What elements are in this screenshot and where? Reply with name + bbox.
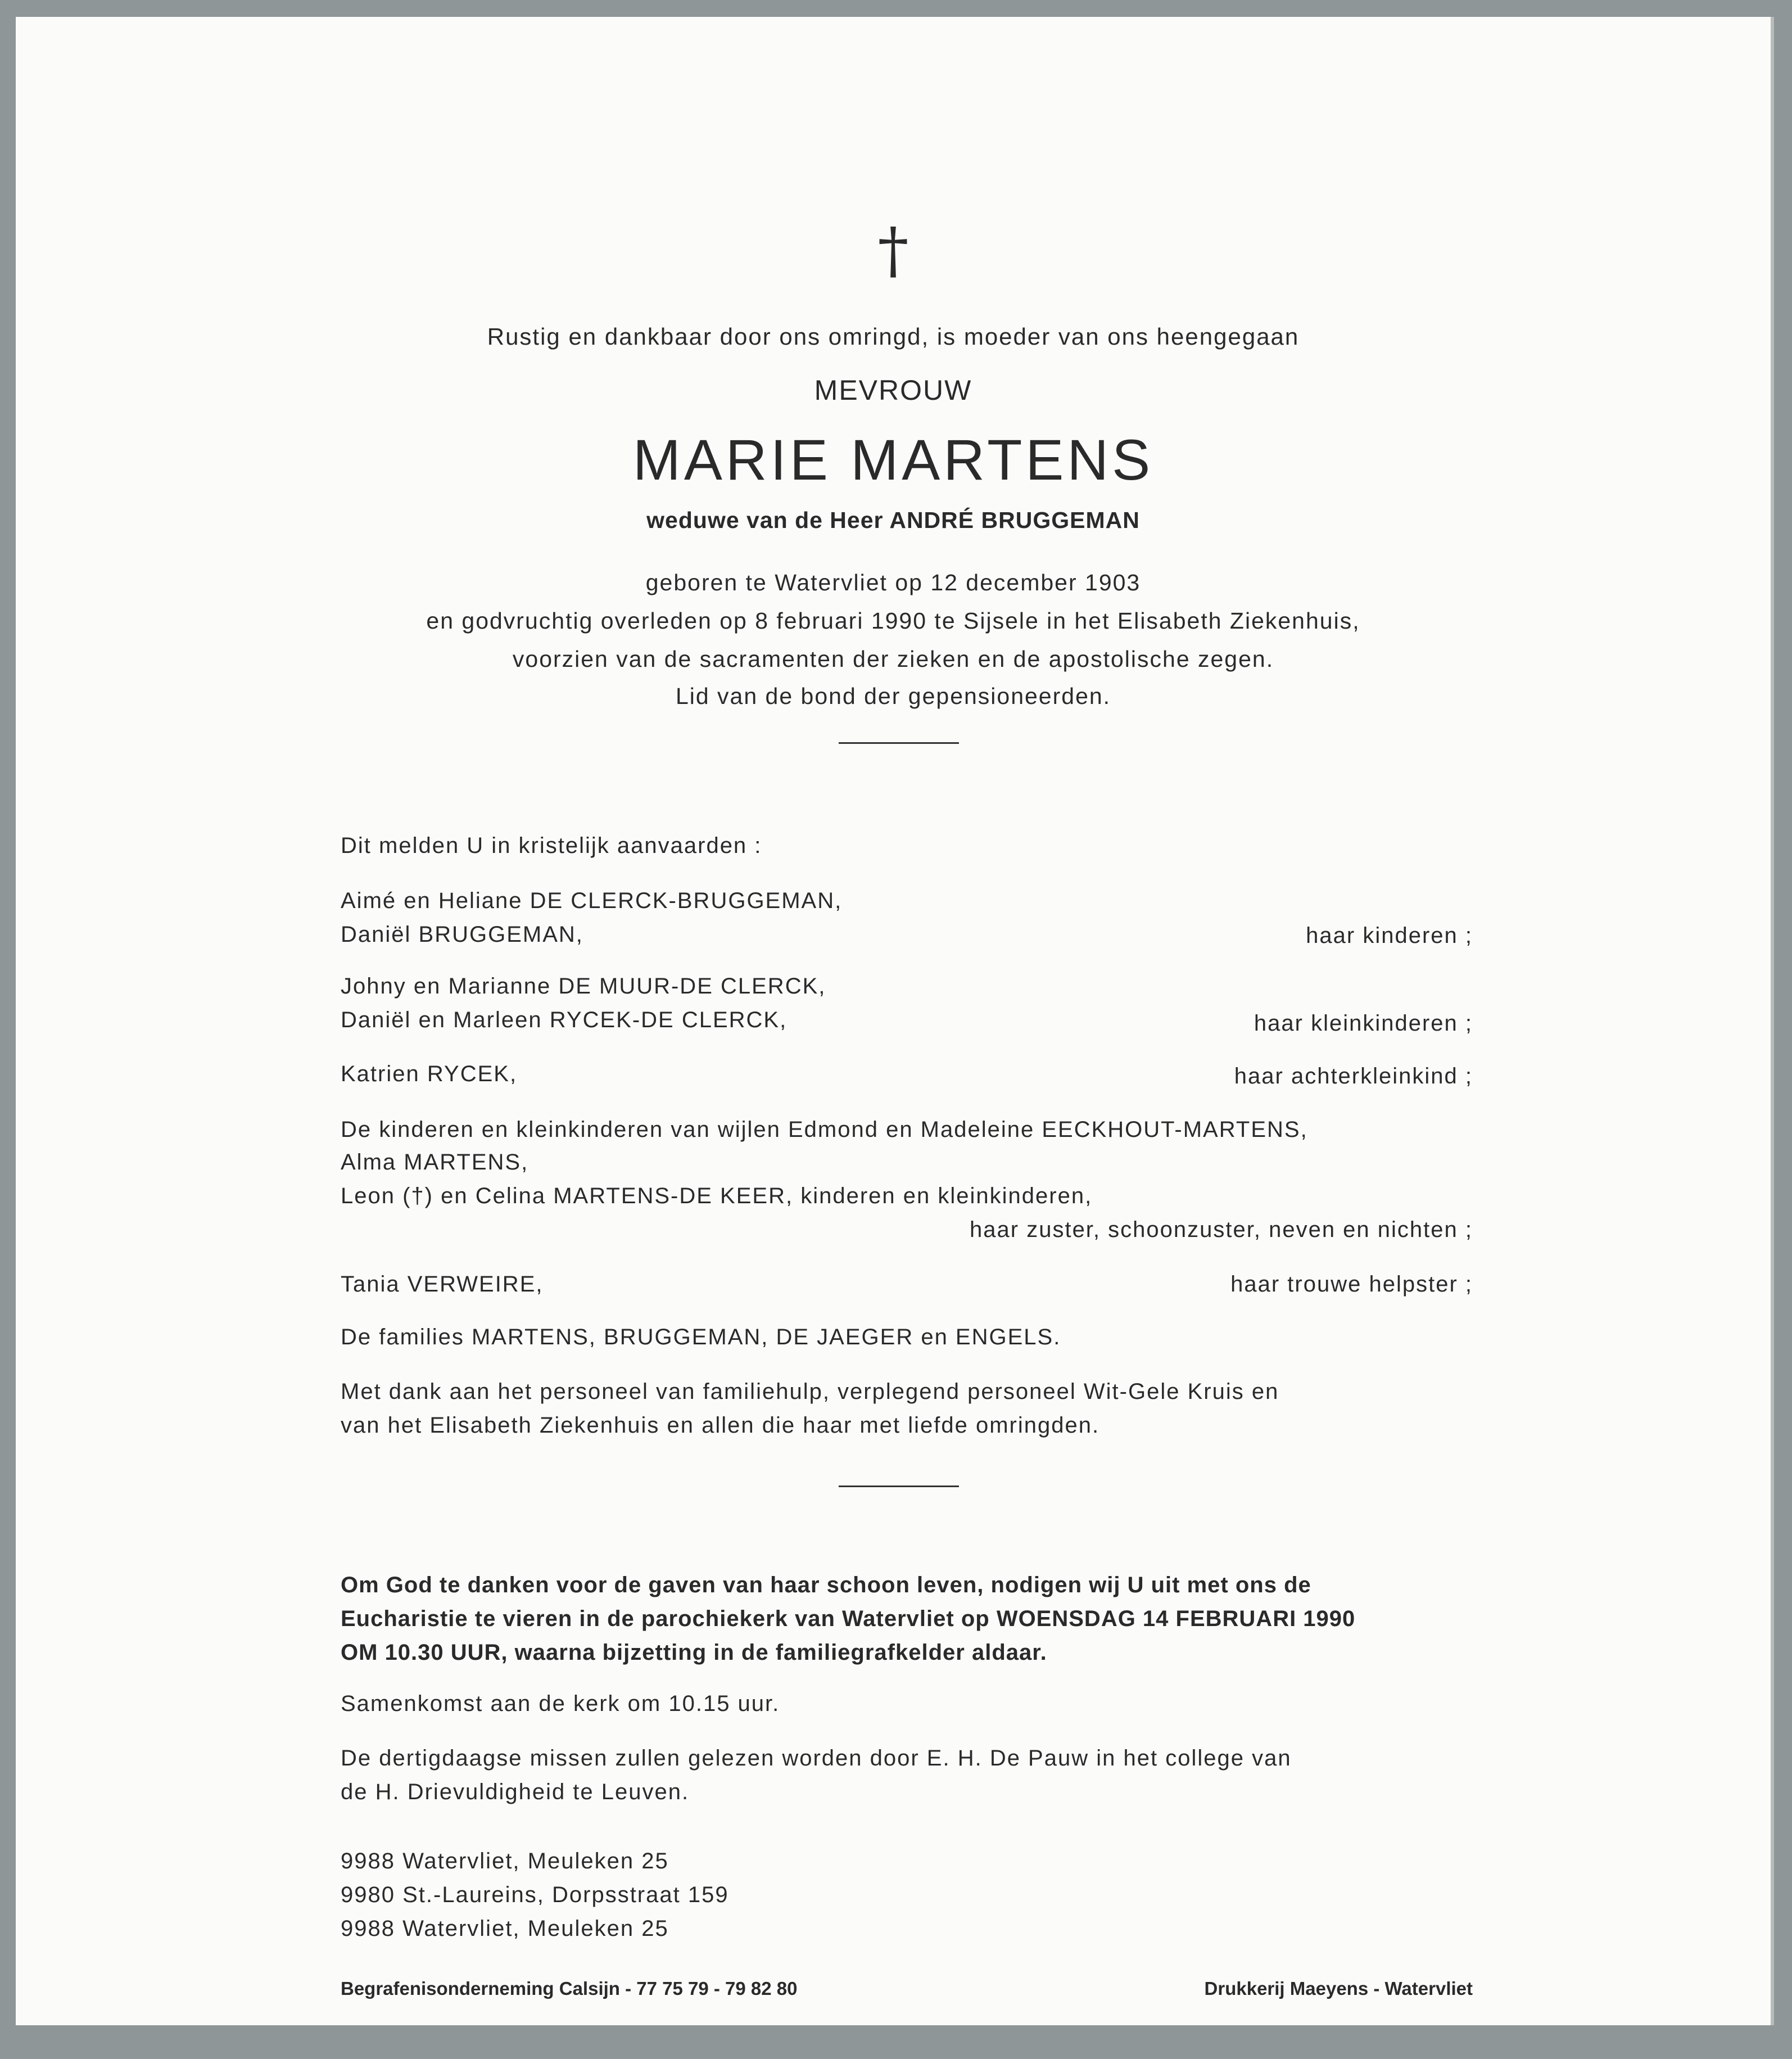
member-line: Lid van de bond der gepensioneerden. (675, 683, 1111, 709)
died-line: en godvruchtig overleden op 8 februari 1990 te Sijsele in het Elisabeth Ziekenhuis, (426, 608, 1360, 634)
divider-2 (839, 1485, 959, 1487)
service-line-1: Om God te danken voor de gaven van haar schoon leven, nodigen wij U uit met ons de (341, 1573, 1311, 1597)
helper-role: haar trouwe helpster ; (1230, 1272, 1473, 1297)
great-grandchild-line: Katrien RYCEK, (341, 1062, 518, 1086)
children-line-2: Daniël BRUGGEMAN, (341, 922, 583, 947)
service-line-3: OM 10.30 UUR, waarna bijzetting in de familiegrafkelder aldaar. (341, 1640, 1047, 1665)
grandchildren-line-1: Johny en Marianne DE MUUR-DE CLERCK, (341, 974, 826, 999)
deceased-name: MARIE MARTENS (632, 428, 1154, 492)
title-text: MEVROUW (814, 374, 972, 406)
memorial-card (16, 17, 1774, 2025)
thanks-line-2: van het Elisabeth Ziekenhuis en allen die haar met liefde omringden. (341, 1413, 1100, 1438)
great-grandchild-role: haar achterkleinkind ; (1234, 1064, 1473, 1089)
address-2: 9980 St.-Laureins, Dorpsstraat 159 (341, 1882, 729, 1907)
children-role: haar kinderen ; (1306, 923, 1473, 948)
divider-1 (839, 742, 959, 744)
service-line-2: Eucharistie te vieren in de parochiekerk van Watervliet op WOENSDAG 14 FEBRUARI 1990 (341, 1606, 1356, 1631)
helper-line: Tania VERWEIRE, (341, 1272, 544, 1297)
widow-of-text: weduwe van de Heer ANDRÉ BRUGGEMAN (646, 507, 1140, 533)
grandchildren-line-2: Daniël en Marleen RYCEK-DE CLERCK, (341, 1008, 788, 1032)
life-details (16, 563, 1771, 678)
sacraments-line: voorzien van de sacramenten der zieken en de apostolische zegen. (512, 646, 1274, 672)
children-line-1: Aimé en Heliane DE CLERCK-BRUGGEMAN, (341, 888, 843, 913)
grandchildren-role: haar kleinkinderen ; (1254, 1011, 1473, 1036)
masses-line-1: De dertigdaagse missen zullen gelezen worden door E. H. De Pauw in het college van (341, 1746, 1292, 1771)
siblings-line-3: Leon (†) en Celina MARTENS-DE KEER, kinderen en kleinkinderen, (341, 1184, 1093, 1208)
siblings-role: haar zuster, schoonzuster, neven en nichten ; (970, 1217, 1473, 1242)
cross-icon: † (877, 214, 909, 286)
address-1: 9988 Watervliet, Meuleken 25 (341, 1849, 669, 1873)
intro-text: Rustig en dankbaar door ons omringd, is moeder van ons heengegaan (487, 323, 1300, 350)
address-3: 9988 Watervliet, Meuleken 25 (341, 1916, 669, 1941)
siblings-line-2: Alma MARTENS, (341, 1150, 529, 1175)
thanks-line-1: Met dank aan het personeel van familiehulp, verplegend personeel Wit-Gele Kruis en (341, 1379, 1279, 1404)
footer-printer: Drukkerij Maeyens - Watervliet (1204, 1978, 1473, 1999)
announce-line: Dit melden U in kristelijk aanvaarden : (341, 833, 762, 858)
gathering-line: Samenkomst aan de kerk om 10.15 uur. (341, 1691, 780, 1716)
siblings-line-1: De kinderen en kleinkinderen van wijlen Edmond en Madeleine EECKHOUT-MARTENS, (341, 1117, 1308, 1142)
masses-line-2: de H. Drievuldigheid te Leuven. (341, 1780, 690, 1804)
footer-funeral-home: Begrafenisonderneming Calsijn - 77 75 79 - 79 82 80 (341, 1978, 798, 1999)
families-line: De families MARTENS, BRUGGEMAN, DE JAEGER en ENGELS. (341, 1325, 1061, 1349)
born-line: geboren te Watervliet op 12 december 1903 (645, 570, 1141, 595)
